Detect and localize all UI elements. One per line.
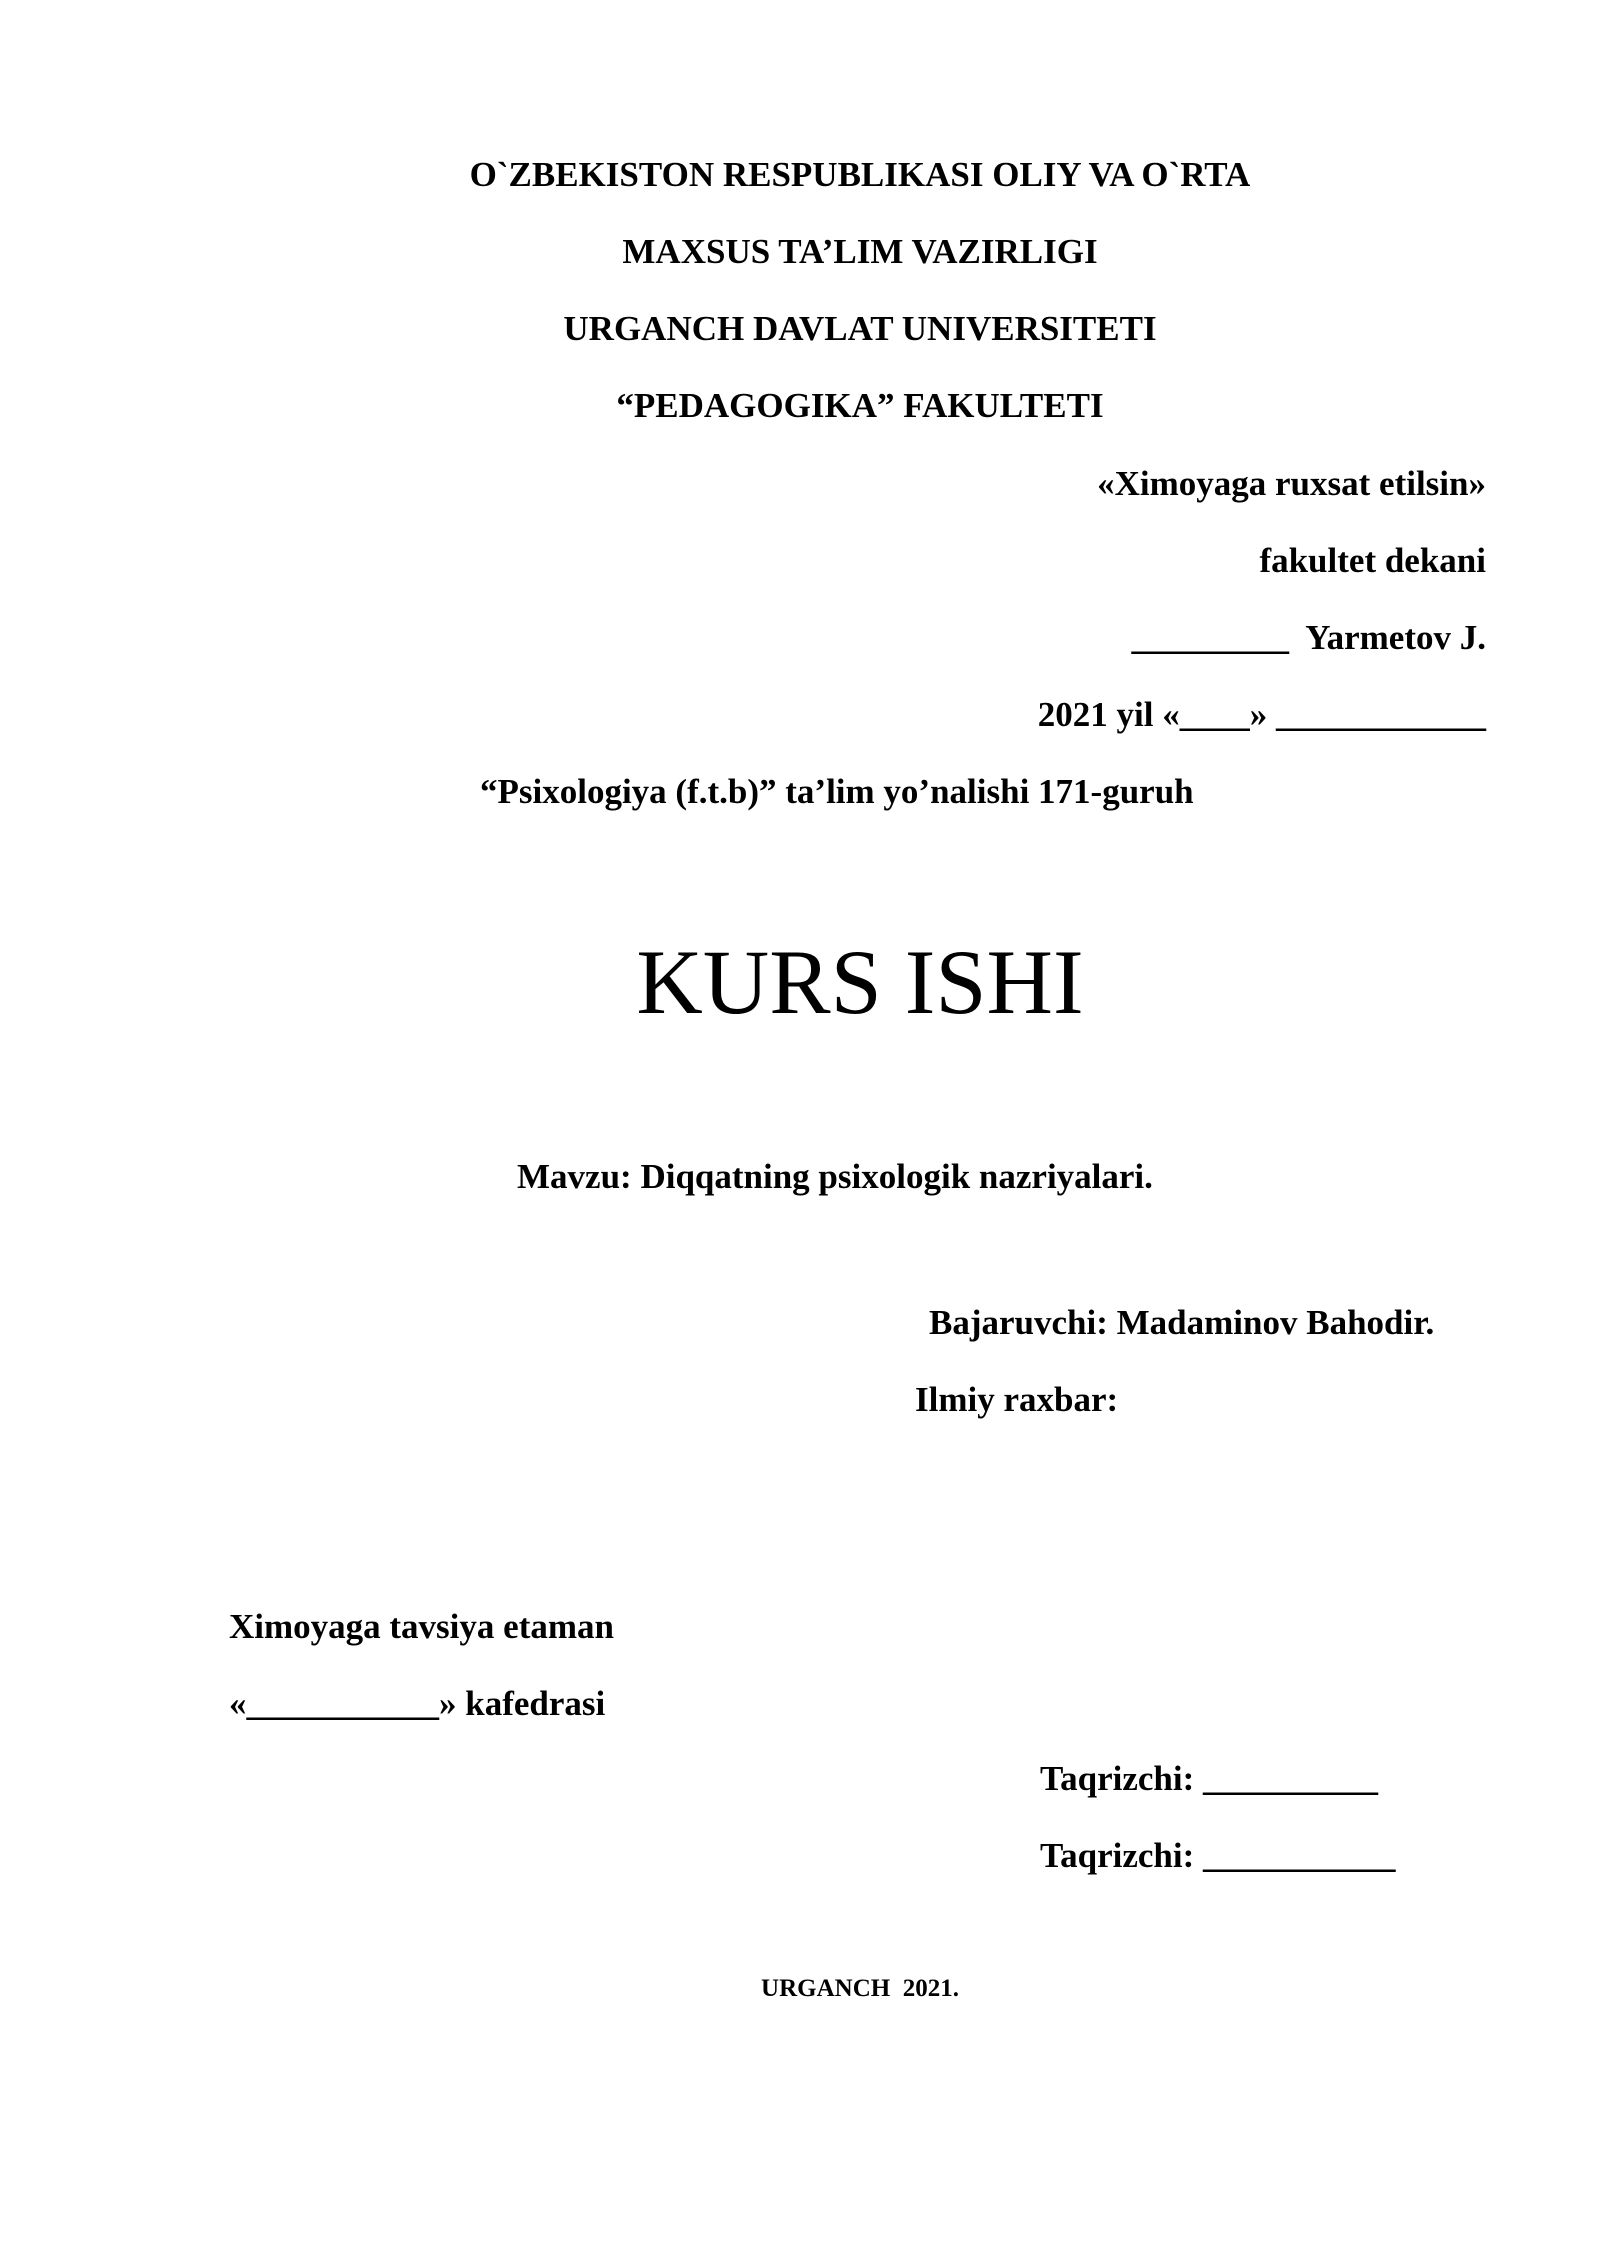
recommendation-line-1: Ximoyaga tavsiya etaman (229, 1607, 614, 1646)
topic-line: Mavzu: Diqqatning psixologik nazriyalari. (517, 1157, 1153, 1196)
supervisor-line: Ilmiy raxbar: (915, 1380, 1119, 1419)
reviewer-line-2: Taqrizchi: ___________ (1040, 1836, 1396, 1875)
recommendation-line-2: «___________» kafedrasi (229, 1684, 606, 1723)
group-line: “Psixologiya (f.t.b)” ta’lim yo’nalishi 171-guruh (480, 772, 1194, 811)
ministry-line-2: MAXSUS TA’LIM VAZIRLIGI (622, 232, 1098, 271)
performer-line: Bajaruvchi: Madaminov Bahodir. (929, 1303, 1435, 1342)
faculty-name: “PEDAGOGIKA” FAKULTETI (616, 386, 1104, 425)
approval-position: fakultet dekani (1259, 541, 1486, 580)
approval-permission: «Ximoyaga ruxsat etilsin» (1097, 464, 1486, 503)
footer-city-year: URGANCH 2021. (761, 1975, 959, 2002)
approval-date: 2021 yil «____» ____________ (1037, 695, 1486, 734)
ministry-line-1: O`ZBEKISTON RESPUBLIKASI OLIY VA O`RTA (469, 155, 1251, 194)
reviewer-line-1: Taqrizchi: __________ (1040, 1759, 1379, 1798)
approval-signature: _________ Yarmetov J. (1131, 618, 1486, 657)
document-title: KURS ISHI (636, 931, 1084, 1033)
university-name: URGANCH DAVLAT UNIVERSITETI (563, 309, 1157, 348)
